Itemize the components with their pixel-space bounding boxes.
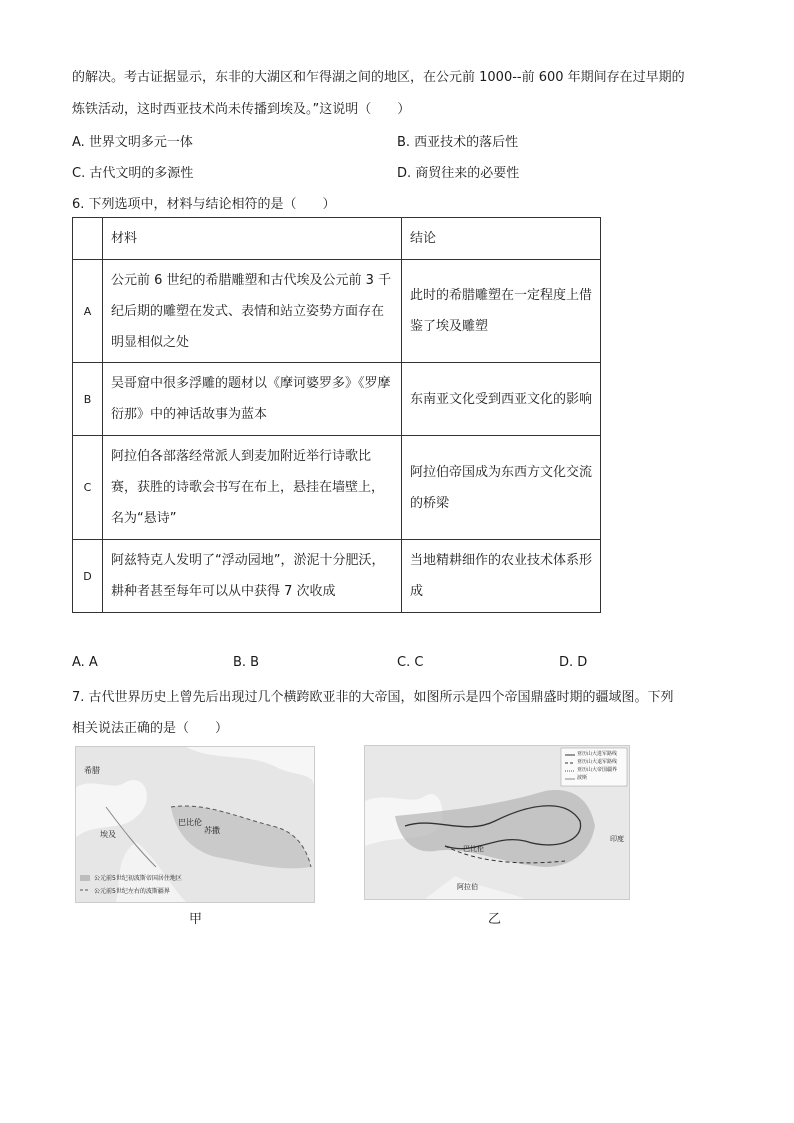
q6-option-b: B. B — [233, 655, 260, 670]
row-conclusion: 此时的希腊雕塑在一定程度上借鉴了埃及雕塑 — [402, 260, 601, 363]
q5-option-c: C. 古代文明的多源性 — [72, 166, 194, 181]
q5-option-d: D. 商贸往来的必要性 — [397, 166, 520, 181]
row-material: 吴哥窟中很多浮雕的题材以《摩诃婆罗多》《罗摩衍那》中的神话故事为蓝本 — [103, 363, 402, 436]
map-label-india: 印度 — [610, 835, 624, 843]
q5-text-line2: 炼铁活动，这时西亚技术尚未传播到埃及。”这说明（ ） — [72, 102, 411, 117]
row-conclusion: 当地精耕细作的农业技术体系形成 — [402, 540, 601, 613]
table-row — [73, 540, 601, 613]
map-legend-2: 亚历山大退军路线 — [577, 759, 618, 765]
map-label-greece: 希腊 — [84, 766, 100, 775]
table-row — [73, 363, 601, 436]
q7-text-line2: 相关说法正确的是（ ） — [72, 721, 229, 736]
q6-table — [72, 217, 601, 613]
row-key: A — [73, 260, 103, 363]
map-legend-4: 波斯 — [577, 775, 588, 781]
table-row — [73, 260, 601, 363]
row-conclusion: 东南亚文化受到西亚文化的影响 — [402, 363, 601, 436]
map-label-egypt: 埃及 — [100, 830, 116, 839]
q5-option-a: A. 世界文明多元一体 — [72, 135, 193, 150]
q6-option-d: D. D — [559, 655, 588, 670]
q7-text-line1: 7. 古代世界历史上曾先后出现过几个横跨欧亚非的大帝国，如图所示是四个帝国鼎盛时期的疆域图。下列 — [72, 690, 674, 705]
row-key: B — [73, 363, 103, 436]
map-label-susa: 苏撒 — [204, 826, 220, 835]
table-header-row — [73, 218, 601, 260]
map-label-babylon: 巴比伦 — [178, 818, 202, 827]
row-key: C — [73, 436, 103, 540]
table-header-material: 材料 — [103, 218, 402, 260]
table-header-conclusion: 结论 — [402, 218, 601, 260]
q6-option-a: A. A — [72, 655, 98, 670]
table-header-key — [73, 218, 103, 260]
q5-text-line1: 的解决。考古证据显示，东非的大湖区和乍得湖之间的地区，在公元前 1000--前 600 年期间存在过早期的 — [72, 70, 685, 85]
q6-option-c: C. C — [397, 655, 424, 670]
map-legend-2: 公元前5世纪左右的波斯疆界 — [94, 888, 170, 895]
map-caption-yi: 乙 — [488, 912, 502, 927]
map-caption-jia: 甲 — [189, 912, 203, 927]
row-material: 公元前 6 世纪的希腊雕塑和古代埃及公元前 3 千纪后期的雕塑在发式、表情和站立姿势方面存在明显相似之处 — [103, 260, 402, 363]
map-legend-3: 亚历山大帝国疆界 — [577, 767, 618, 773]
map-legend-1: 亚历山大进军路线 — [577, 751, 618, 757]
map-persian-empire — [75, 746, 315, 903]
map-legend-1: 公元前5世纪初波斯帝国居住地区 — [94, 875, 182, 882]
row-conclusion: 阿拉伯帝国成为东西方文化交流的桥梁 — [402, 436, 601, 540]
row-material: 阿兹特克人发明了“浮动园地”，淤泥十分肥沃，耕种者甚至每年可以从中获得 7 次收成 — [103, 540, 402, 613]
map-alexander-empire — [364, 745, 630, 900]
row-material: 阿拉伯各部落经常派人到麦加附近举行诗歌比赛，获胜的诗歌会书写在布上，悬挂在墙壁上，名为“悬诗” — [103, 436, 402, 540]
map-label-arabia: 阿拉伯 — [457, 883, 478, 891]
table-row — [73, 436, 601, 540]
q5-option-b: B. 西亚技术的落后性 — [397, 135, 519, 150]
row-key: D — [73, 540, 103, 613]
map-label-babylon: 巴比伦 — [463, 845, 484, 853]
q6-stem: 6. 下列选项中，材料与结论相符的是（ ） — [72, 197, 336, 212]
